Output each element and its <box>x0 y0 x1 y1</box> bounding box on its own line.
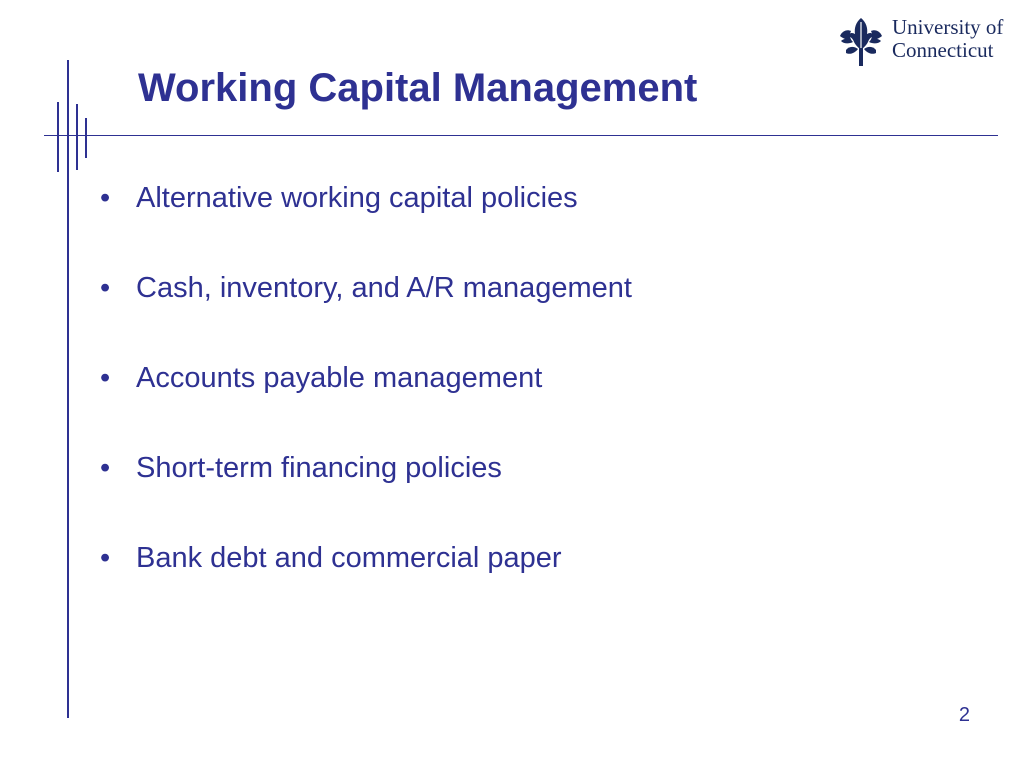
bullet-marker: • <box>100 272 111 304</box>
oak-leaf-icon <box>836 14 886 68</box>
bullet-text: Short-term financing policies <box>136 452 502 484</box>
bullet-marker: • <box>100 182 111 214</box>
bullet-marker: • <box>100 452 111 484</box>
slide-title: Working Capital Management <box>138 66 698 110</box>
bullet-text: Bank debt and commercial paper <box>136 542 562 574</box>
bullet-text: Alternative working capital policies <box>136 182 578 214</box>
bullet-marker: • <box>100 362 111 394</box>
decorative-vertical-rule-short-2 <box>76 104 78 170</box>
bullet-text: Cash, inventory, and A/R management <box>136 272 632 304</box>
decorative-vertical-rule-short-1 <box>57 102 59 172</box>
bullet-text: Accounts payable management <box>136 362 543 394</box>
university-name <box>892 16 1003 62</box>
bullet-marker: • <box>100 542 111 574</box>
university-name-line-1: University of <box>892 15 1004 39</box>
university-name-line-2: Connecticut <box>892 38 994 62</box>
university-logo <box>836 14 1004 70</box>
decorative-vertical-rule-short-3 <box>85 118 87 158</box>
title-underline-rule <box>44 135 998 136</box>
decorative-vertical-rule-main <box>67 60 69 718</box>
page-number: 2 <box>958 704 970 726</box>
